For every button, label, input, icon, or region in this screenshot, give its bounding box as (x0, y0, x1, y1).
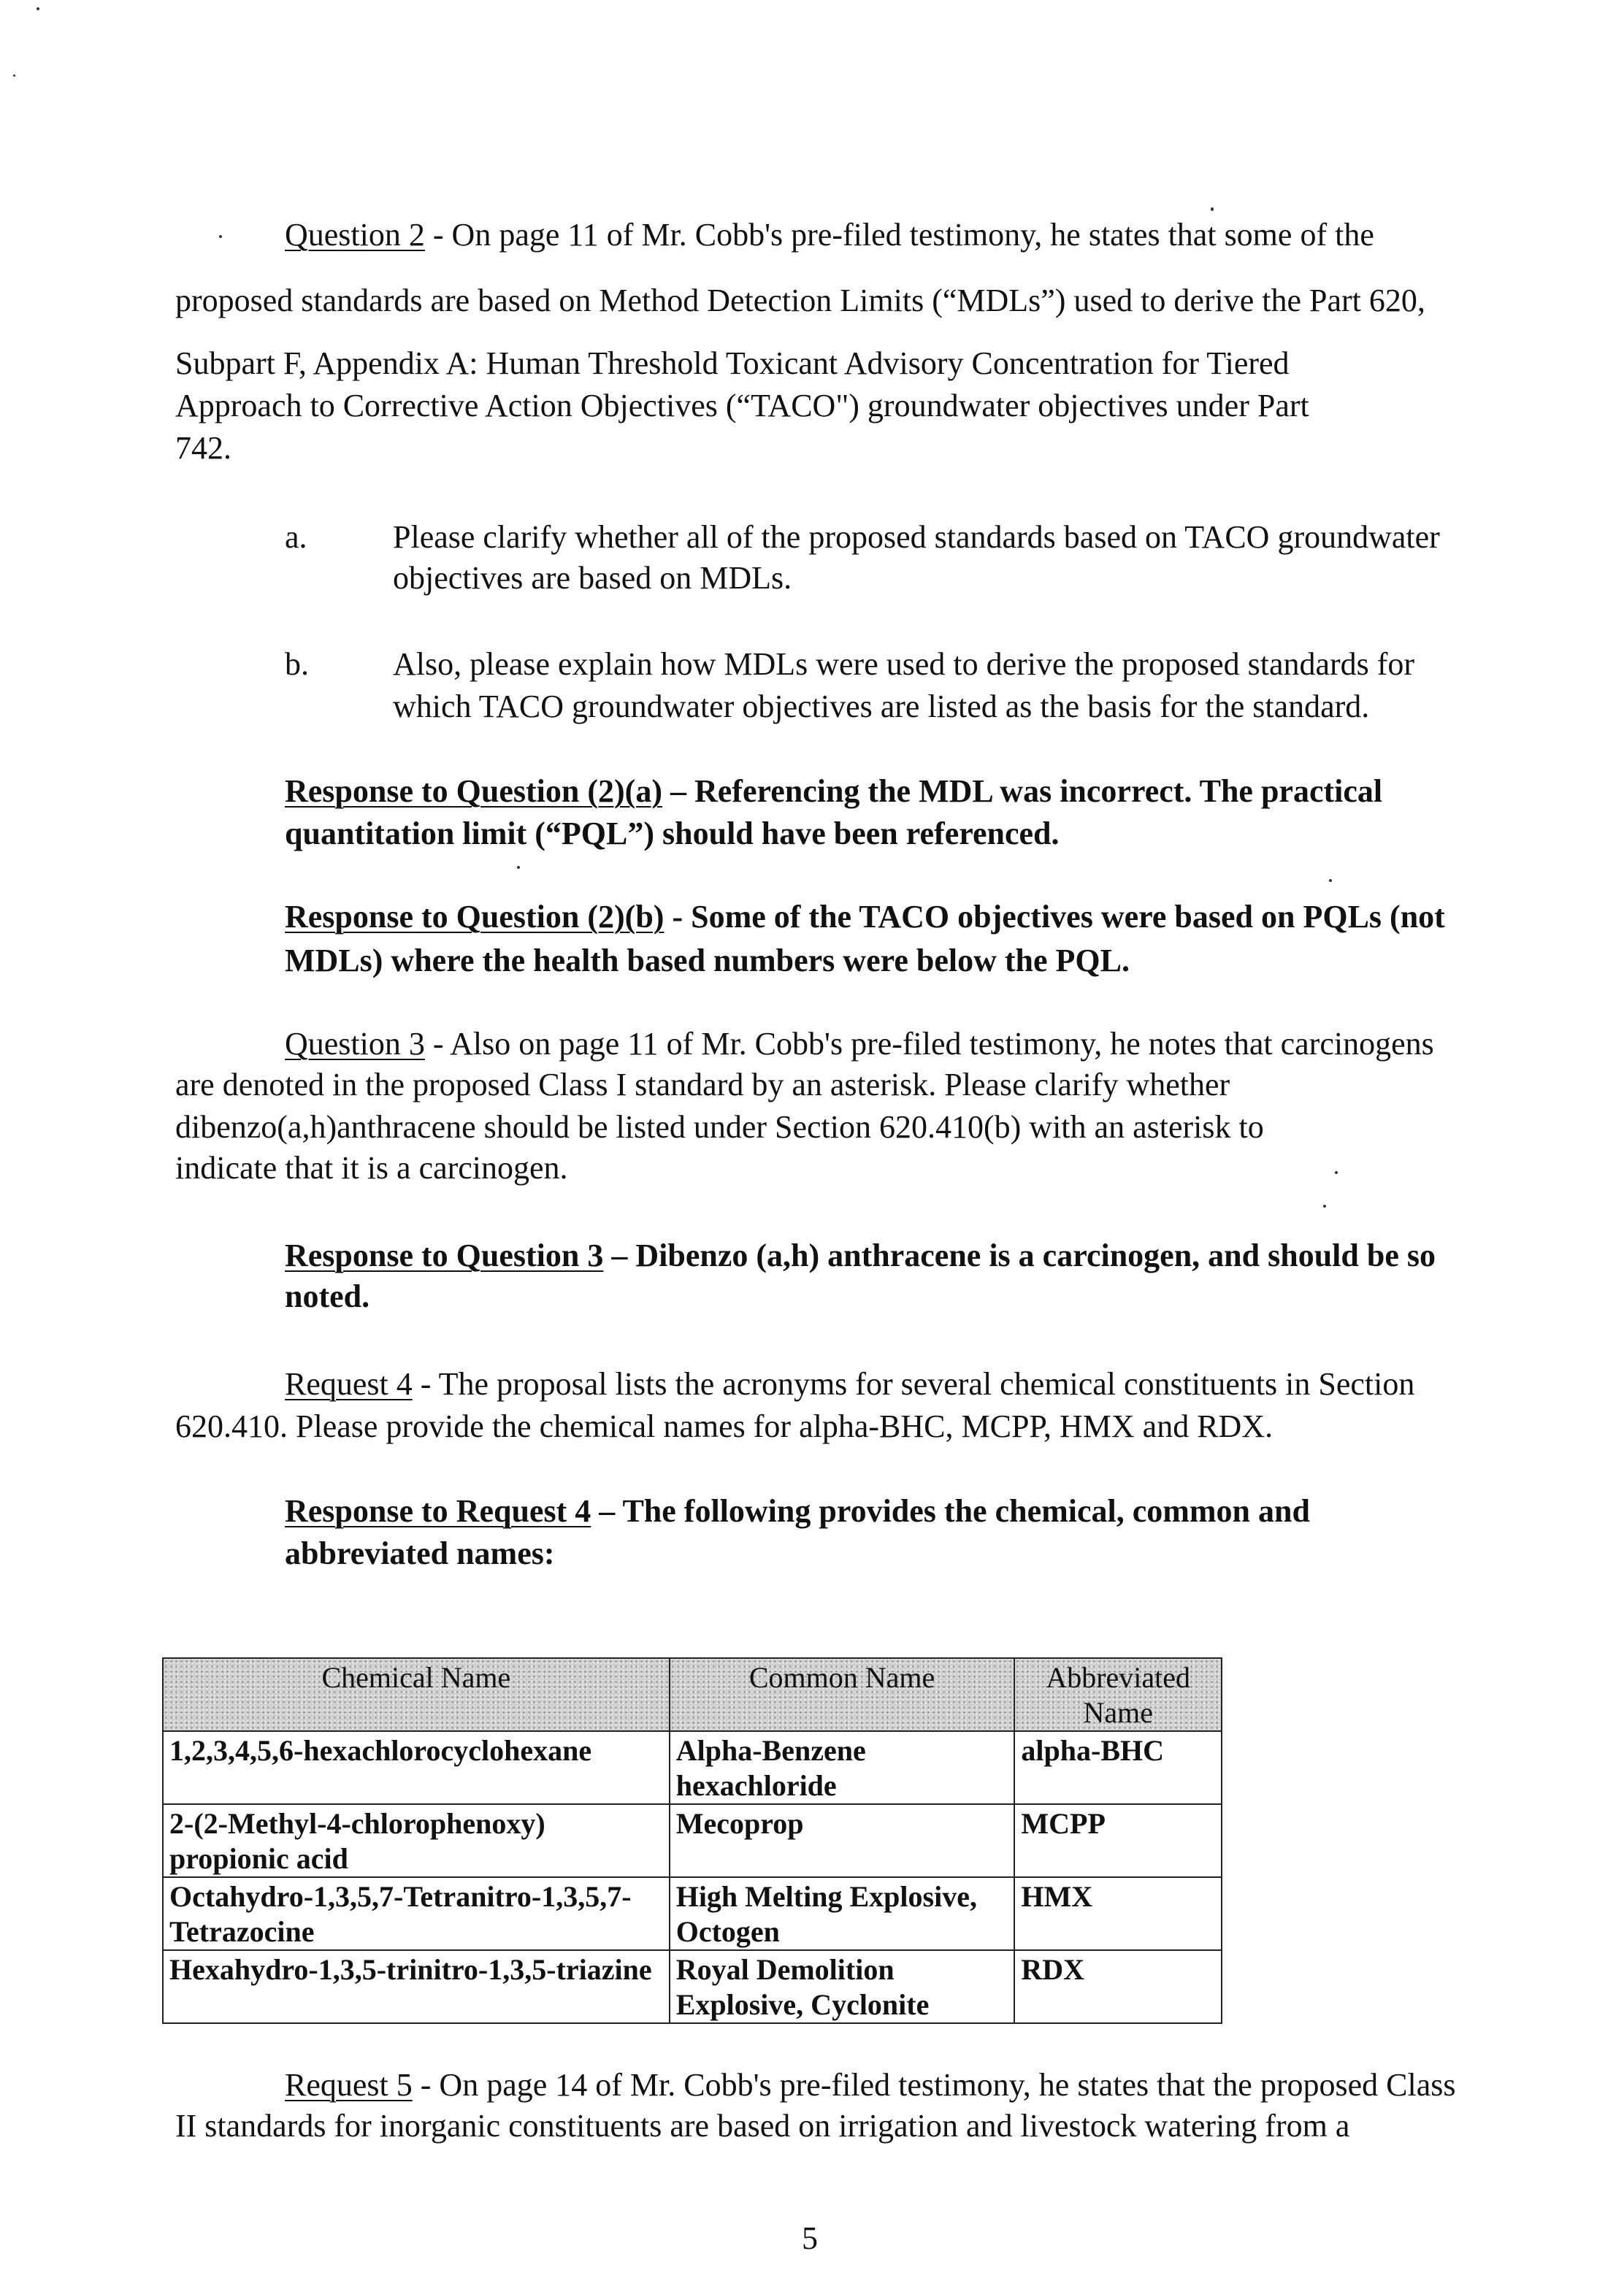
subitem-b-line-1: Also, please explain how MDLs were used to derive the proposed standards for (393, 646, 1415, 682)
request-5-line-2: II standards for inorganic constituents are based on irrigation and livestock watering from a (175, 2108, 1350, 2144)
response-2a-line-2: quantitation limit (“PQL”) should have been referenced. (285, 816, 1060, 851)
chemical-names-table (162, 1657, 1222, 2024)
response-2b-line-1 (285, 900, 1445, 935)
scan-speck (1329, 879, 1332, 882)
response-4-line-1 (285, 1494, 1310, 1529)
subitem-b-line-2: which TACO groundwater objectives are listed as the basis for the standard. (393, 689, 1370, 724)
response-3-text: – Dibenzo (a,h) anthracene is a carcinogen, and should be so (603, 1238, 1436, 1273)
abbreviated-name-cell: HMX (1014, 1877, 1222, 1950)
question-2-label: Question 2 (285, 217, 425, 253)
response-2b-label: Response to Question (2)(b) (285, 899, 664, 935)
response-4-text: – The following provides the chemical, common and (591, 1493, 1310, 1529)
chemical-name-cell: Hexahydro-1,3,5-trinitro-1,3,5-triazine (163, 1950, 670, 2023)
table-header-row (163, 1658, 1222, 1731)
header-abbreviated-name: Abbreviated Name (1014, 1658, 1222, 1731)
table-row (163, 1877, 1222, 1950)
request-4-text: - The proposal lists the acronyms for several chemical constituents in Section (412, 1366, 1415, 1402)
question-3-label: Question 3 (285, 1026, 425, 1062)
subitem-a-line-2: objectives are based on MDLs. (393, 560, 792, 596)
scan-speck (1323, 1205, 1326, 1208)
response-4-label: Response to Request 4 (285, 1493, 591, 1529)
request-4-label: Request 4 (285, 1366, 413, 1402)
abbreviated-name-cell: MCPP (1014, 1804, 1222, 1877)
response-3-line-2: noted. (285, 1278, 370, 1314)
subitem-b-marker: b. (285, 646, 309, 682)
request-5-text: - On page 14 of Mr. Cobb's pre-filed testimony, he states that the proposed Class (412, 2067, 1456, 2103)
question-2-line-4: Approach to Corrective Action Objectives (“TACO") groundwater objectives under Part (175, 388, 1309, 423)
question-2-text: - On page 11 of Mr. Cobb's pre-filed testimony, he states that some of the (424, 217, 1374, 253)
chemical-name-cell: 2-(2-Methyl-4-chlorophenoxy) propionic acid (163, 1804, 670, 1877)
table-row (163, 1731, 1222, 1804)
table-row (163, 1804, 1222, 1877)
response-3-line-1 (285, 1238, 1436, 1273)
question-2-line-1 (285, 218, 1374, 253)
question-3-text: - Also on page 11 of Mr. Cobb's pre-filed testimony, he notes that carcinogens (424, 1026, 1434, 1062)
common-name-cell: Royal Demolition Explosive, Cyclonite (670, 1950, 1015, 2023)
abbreviated-name-cell: alpha-BHC (1014, 1731, 1222, 1804)
chemical-name-cell: Octahydro-1,3,5,7-Tetranitro-1,3,5,7-Tetrazocine (163, 1877, 670, 1950)
abbreviated-name-cell: RDX (1014, 1950, 1222, 2023)
subitem-a-marker: a. (285, 519, 307, 555)
question-3-line-2: are denoted in the proposed Class I standard by an asterisk. Please clarify whether (175, 1067, 1230, 1102)
common-name-cell: High Melting Explosive, Octogen (670, 1877, 1015, 1950)
question-2-line-3: Subpart F, Appendix A: Human Threshold Toxicant Advisory Concentration for Tiered (175, 345, 1290, 381)
subitem-a-line-1: Please clarify whether all of the proposed standards based on TACO groundwater (393, 519, 1440, 555)
response-2a-text: – Referencing the MDL was incorrect. The practical (662, 773, 1383, 809)
question-3-line-1 (285, 1027, 1434, 1062)
header-chemical-name: Chemical Name (163, 1658, 670, 1731)
request-5-label: Request 5 (285, 2067, 413, 2103)
scan-speck (13, 74, 15, 77)
request-4-line-2: 620.410. Please provide the chemical names for alpha-BHC, MCPP, HMX and RDX. (175, 1408, 1273, 1444)
question-3-line-3: dibenzo(a,h)anthracene should be listed under Section 620.410(b) with an asterisk to (175, 1109, 1264, 1145)
response-2b-text: - Some of the TACO objectives were based on PQLs (not (664, 899, 1445, 935)
response-4-line-2: abbreviated names: (285, 1535, 555, 1571)
scan-speck (517, 866, 520, 869)
question-2-line-2: proposed standards are based on Method Detection Limits (“MDLs”) used to derive the Part 620, (175, 283, 1425, 318)
response-3-label: Response to Question 3 (285, 1238, 604, 1273)
response-2b-line-2: MDLs) where the health based numbers were below the PQL. (285, 943, 1130, 978)
response-2a-line-1 (285, 774, 1382, 809)
common-name-cell: Alpha-Benzene hexachloride (670, 1731, 1015, 1804)
question-2-line-5: 742. (175, 430, 231, 466)
table-row (163, 1950, 1222, 2023)
scan-speck (37, 7, 39, 10)
header-common-name: Common Name (670, 1658, 1015, 1731)
chemical-name-cell: 1,2,3,4,5,6-hexachlorocyclohexane (163, 1731, 670, 1804)
request-5-line-1 (285, 2068, 1455, 2103)
common-name-cell: Mecoprop (670, 1804, 1015, 1877)
question-3-line-4: indicate that it is a carcinogen. (175, 1150, 568, 1186)
response-2a-label: Response to Question (2)(a) (285, 773, 662, 809)
scan-speck (1335, 1171, 1338, 1174)
page-number: 5 (802, 2220, 818, 2256)
scan-speck (1211, 207, 1214, 211)
request-4-line-1 (285, 1367, 1414, 1402)
scan-speck (219, 235, 222, 238)
